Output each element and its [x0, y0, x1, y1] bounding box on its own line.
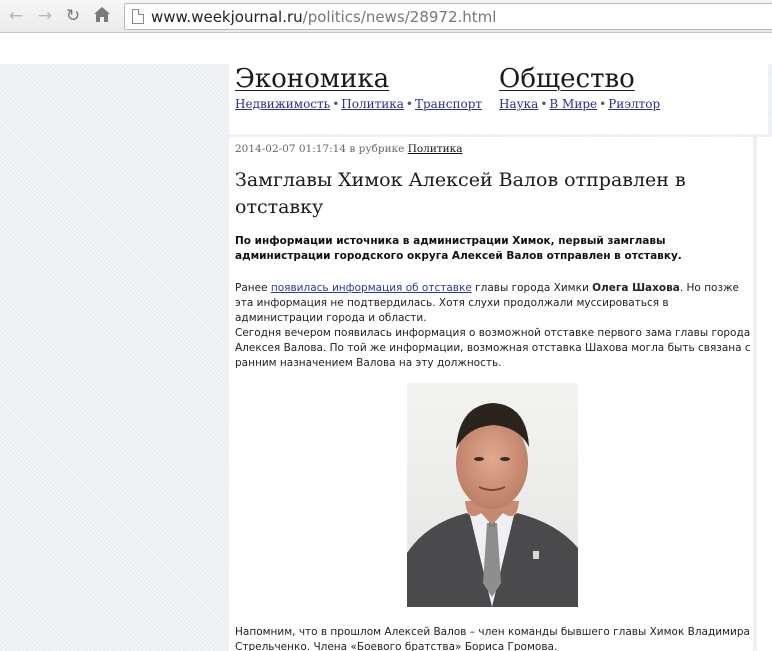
right-sidebar-edge: [757, 137, 772, 651]
category-economy-link[interactable]: Экономика: [235, 64, 390, 94]
browser-toolbar: [0, 0, 772, 33]
top-strip: [0, 34, 772, 64]
article-meta: [235, 143, 462, 155]
article: [229, 137, 753, 651]
sublink-realtor[interactable]: Риэлтор: [608, 97, 661, 111]
article-paragraph-1: Ранее появилась информация об отставке главы города Химки Олега Шахова. Но позже эта информация не подтвердилась. Хотя слухи продолжали муссироваться в администрации города и области.: [235, 282, 739, 324]
site-header: [229, 64, 768, 134]
economy-sublinks: Недвижимость • Политика • Транспорт: [235, 97, 483, 111]
article-paragraph-3: Напомним, что в прошлом Алексей Валов – член команды бывшего главы Химок Владимира Стрельченко. Члена «Боевого братства» Бориса Громова.: [235, 626, 750, 651]
reload-icon[interactable]: ↻: [65, 6, 81, 26]
address-bar[interactable]: [124, 3, 772, 30]
article-lead: По информации источника в администрации Химок, первый замглавы администрации городского округа Алексей Валов отправлен в отставку.: [235, 235, 682, 262]
sublink-science[interactable]: Наука: [499, 97, 539, 111]
url-text: www.weekjournal.ru/politics/news/28972.html: [151, 8, 497, 26]
forward-arrow-icon[interactable]: →: [37, 6, 53, 26]
rubric-prefix: в рубрике: [349, 143, 405, 155]
rubric-link[interactable]: Политика: [407, 143, 463, 155]
sublink-politics[interactable]: Политика: [341, 97, 404, 111]
back-arrow-icon[interactable]: ←: [8, 6, 24, 26]
article-title: Замглавы Химок Алексей Валов отправлен в отставку: [235, 169, 686, 218]
sublink-transport[interactable]: Транспорт: [414, 97, 483, 111]
society-sublinks: Наука • В Мире • Риэлтор: [499, 97, 661, 111]
article-photo: [407, 383, 578, 607]
sublink-world[interactable]: В Мире: [549, 97, 598, 111]
article-paragraph-2: Сегодня вечером появилась информация о возможной отставке первого зама главы города Алексея Валова. По той же информации, возможная отставка Шахова могла быть связана с ранним назначением Валова на эту должность.: [235, 327, 751, 369]
page-icon: [132, 9, 144, 24]
article-date: 2014-02-07 01:17:14: [235, 143, 347, 155]
category-society-link[interactable]: Общество: [499, 64, 635, 94]
resignation-info-link[interactable]: появилась информация об отставке: [270, 282, 472, 294]
home-icon[interactable]: [92, 6, 112, 26]
sublink-realty[interactable]: Недвижимость: [235, 97, 331, 111]
